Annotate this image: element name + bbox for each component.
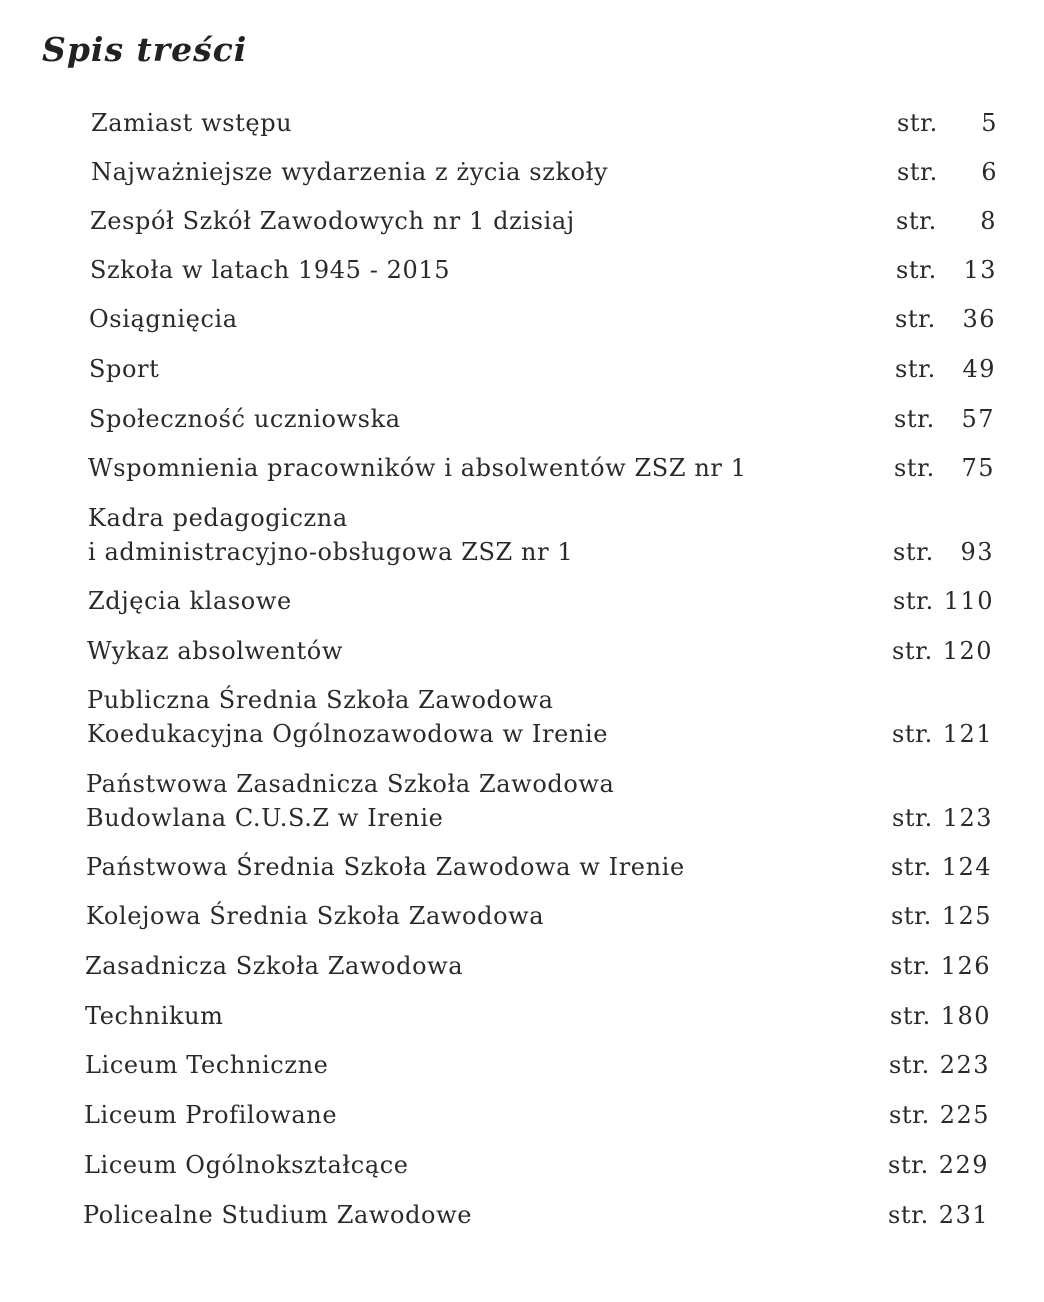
page-prefix-label: str. bbox=[893, 538, 934, 566]
page-prefix-label: str. bbox=[891, 853, 932, 881]
toc-entry-title-line: Zasadnicza Szkoła Zawodowa bbox=[85, 952, 464, 980]
toc-entry-title-line: Kadra pedagogiczna bbox=[88, 504, 348, 532]
page-number: 49 bbox=[962, 355, 996, 383]
page-prefix-label: str. bbox=[894, 405, 935, 433]
toc-entry-title-line: Zamiast wstępu bbox=[91, 109, 293, 137]
toc-entry-title-line: Liceum Ogólnokształcące bbox=[84, 1151, 409, 1179]
page-prefix-label: str. bbox=[888, 1151, 929, 1179]
toc-entry-title-line: Zespół Szkół Zawodowych nr 1 dzisiaj bbox=[90, 207, 575, 235]
page-number: 123 bbox=[942, 804, 993, 832]
page-prefix-label: str. bbox=[896, 256, 937, 284]
page-number: 8 bbox=[980, 207, 997, 235]
toc-entry-title-line: Kolejowa Średnia Szkoła Zawodowa bbox=[86, 902, 545, 930]
page-number: 13 bbox=[963, 256, 997, 284]
toc-entry-title-line: Budowlana C.U.S.Z w Irenie bbox=[86, 804, 444, 832]
page-number: 180 bbox=[940, 1002, 991, 1030]
toc-entry-title-line: Wspomnienia pracowników i absolwentów ZSZ nr 1 bbox=[88, 454, 747, 482]
page-prefix-label: str. bbox=[890, 1002, 931, 1030]
toc-entry-title-line: Publiczna Średnia Szkoła Zawodowa bbox=[87, 686, 554, 714]
toc-entry-title-line: Wykaz absolwentów bbox=[87, 637, 343, 665]
toc-entry-title-line: Społeczność uczniowska bbox=[89, 405, 401, 433]
page-number: 124 bbox=[941, 853, 992, 881]
toc-entry-title-line: Liceum Techniczne bbox=[85, 1051, 329, 1079]
page-prefix-label: str. bbox=[892, 720, 933, 748]
page-prefix-label: str. bbox=[893, 587, 934, 615]
page-number: 225 bbox=[939, 1101, 990, 1129]
page-prefix-label: str. bbox=[895, 355, 936, 383]
page-number: 110 bbox=[943, 587, 994, 615]
page-prefix-label: str. bbox=[888, 1201, 929, 1229]
toc-entry-title-line: Sport bbox=[89, 355, 160, 383]
page-prefix-label: str. bbox=[889, 1051, 930, 1079]
page-number: 120 bbox=[942, 637, 993, 665]
page-number: 229 bbox=[938, 1151, 989, 1179]
page-number: 75 bbox=[961, 454, 995, 482]
page-title: Spis treści bbox=[42, 30, 248, 69]
toc-entry-title-line: i administracyjno-obsługowa ZSZ nr 1 bbox=[88, 538, 574, 566]
page-number: 57 bbox=[961, 405, 995, 433]
page-prefix-label: str. bbox=[897, 158, 938, 186]
toc-entry-title-line: Państwowa Średnia Szkoła Zawodowa w Irenie bbox=[86, 853, 685, 881]
page-prefix-label: str. bbox=[897, 109, 938, 137]
toc-entry-title-line: Osiągnięcia bbox=[89, 305, 238, 333]
toc-entry-title-line: Zdjęcia klasowe bbox=[88, 587, 292, 615]
page-prefix-label: str. bbox=[892, 804, 933, 832]
toc-entry-title-line: Szkoła w latach 1945 - 2015 bbox=[90, 256, 451, 284]
page-number: 121 bbox=[942, 720, 993, 748]
page-prefix-label: str. bbox=[895, 305, 936, 333]
page-number: 6 bbox=[981, 158, 998, 186]
page-prefix-label: str. bbox=[894, 454, 935, 482]
page-number: 36 bbox=[962, 305, 996, 333]
page-number: 125 bbox=[941, 902, 992, 930]
page-number: 223 bbox=[939, 1051, 990, 1079]
page-number: 231 bbox=[938, 1201, 989, 1229]
toc-entry-title bbox=[83, 1198, 472, 1232]
page-number: 93 bbox=[960, 538, 994, 566]
page-number: 126 bbox=[940, 952, 991, 980]
page-prefix-label: str. bbox=[889, 1101, 930, 1129]
toc-entry-title-line: Najważniejsze wydarzenia z życia szkoły bbox=[91, 158, 609, 186]
page-prefix-label: str. bbox=[891, 902, 932, 930]
page-prefix-label: str. bbox=[892, 637, 933, 665]
toc-entry-title-line: Państwowa Zasadnicza Szkoła Zawodowa bbox=[86, 770, 615, 798]
page-prefix-label: str. bbox=[890, 952, 931, 980]
toc-entry-title-line: Koedukacyjna Ogólnozawodowa w Irenie bbox=[87, 720, 609, 748]
page-prefix-label: str. bbox=[896, 207, 937, 235]
page-number: 5 bbox=[981, 109, 998, 137]
toc-entry-title-line: Policealne Studium Zawodowe bbox=[83, 1201, 473, 1229]
toc-entry-title-line: Technikum bbox=[85, 1002, 224, 1030]
toc-entry-title-line: Liceum Profilowane bbox=[84, 1101, 338, 1129]
